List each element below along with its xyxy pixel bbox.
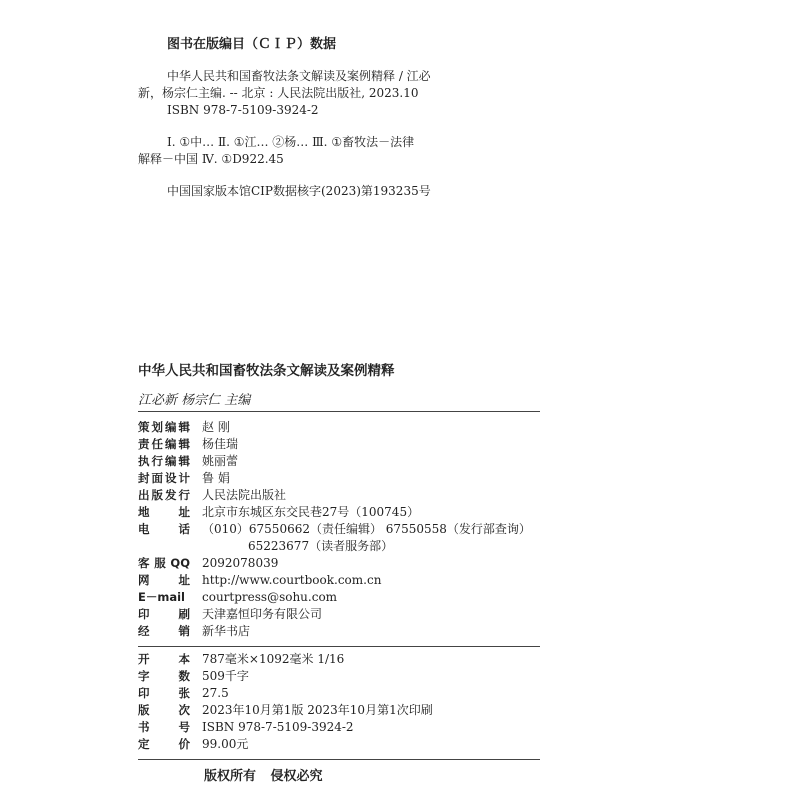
divider xyxy=(138,411,540,412)
info-value: 787毫米×1092毫米 1/16 xyxy=(202,652,345,666)
cip-entry-line: ISBN 978-7-5109-3924-2 xyxy=(167,103,319,117)
info-value: （010）67550662（责任编辑） 67550558（发行部查询） xyxy=(202,522,531,536)
copyright-notice: 版权所有 侵权必究 xyxy=(204,769,323,784)
book-title: 中华人民共和国畜牧法条文解读及案例精释 xyxy=(138,363,395,379)
info-label: 经销 xyxy=(138,624,190,638)
info-value: 509千字 xyxy=(202,669,249,683)
info-value: 杨佳瑞 xyxy=(202,437,239,451)
info-value: 赵 刚 xyxy=(202,420,230,434)
info-value: 北京市东城区东交民巷27号（100745） xyxy=(202,505,420,519)
info-value: 65223677（读者服务部） xyxy=(248,539,394,553)
info-label: 策划编辑 xyxy=(138,420,190,434)
cip-classification xyxy=(138,134,538,168)
info-value: 新华书店 xyxy=(202,624,251,638)
info-value: 99.00元 xyxy=(202,737,249,751)
cip-entry-line: 新，杨宗仁主编. -- 北京 : 人民法院出版社, 2023.10 xyxy=(138,86,419,100)
info-value: 2023年10月第1版 2023年10月第1次印刷 xyxy=(202,703,433,717)
info-label: 执行编辑 xyxy=(138,454,190,468)
book-editors: 江必新 杨宗仁 主编 xyxy=(138,393,251,408)
cip-entry xyxy=(138,68,538,119)
cip-class-line: 解释－中国 Ⅳ. ①D922.45 xyxy=(138,152,284,166)
info-value: courtpress@sohu.com xyxy=(202,590,338,604)
info-label: 电话 xyxy=(138,522,190,536)
info-value: 2092078039 xyxy=(202,556,279,570)
info-label: 书号 xyxy=(138,720,190,734)
info-label: 客服QQ xyxy=(138,556,190,570)
info-label: 封面设计 xyxy=(138,471,190,485)
info-label: 印刷 xyxy=(138,607,190,621)
info-value: 鲁 娟 xyxy=(202,471,230,485)
info-label: 出版发行 xyxy=(138,488,190,502)
info-label: E－mail xyxy=(138,590,185,604)
info-label: 责任编辑 xyxy=(138,437,190,451)
cip-number-block xyxy=(138,183,538,200)
cip-class-line: Ⅰ. ①中… Ⅱ. ①江… ②杨… Ⅲ. ①畜牧法－法律 xyxy=(167,135,415,149)
info-label: 开本 xyxy=(138,652,190,666)
info-value: 27.5 xyxy=(202,686,229,700)
cip-heading: 图书在版编目（ＣＩＰ）数据 xyxy=(167,37,337,52)
info-label: 定价 xyxy=(138,737,190,751)
info-value: 姚丽蕾 xyxy=(202,454,239,468)
info-label: 印张 xyxy=(138,686,190,700)
info-label: 地址 xyxy=(138,505,190,519)
info-value: 天津嘉恒印务有限公司 xyxy=(202,607,323,621)
divider xyxy=(138,759,540,760)
divider xyxy=(138,646,540,647)
info-value: 人民法院出版社 xyxy=(202,488,287,502)
cip-number: 中国国家版本馆CIP数据核字(2023)第193235号 xyxy=(167,184,431,198)
cip-entry-line: 中华人民共和国畜牧法条文解读及案例精释 / 江必 xyxy=(167,69,431,83)
info-label: 版次 xyxy=(138,703,190,717)
info-value: ISBN 978-7-5109-3924-2 xyxy=(202,720,354,734)
info-value: http://www.courtbook.com.cn xyxy=(202,573,382,587)
info-label: 网址 xyxy=(138,573,190,587)
info-label: 字数 xyxy=(138,669,190,683)
